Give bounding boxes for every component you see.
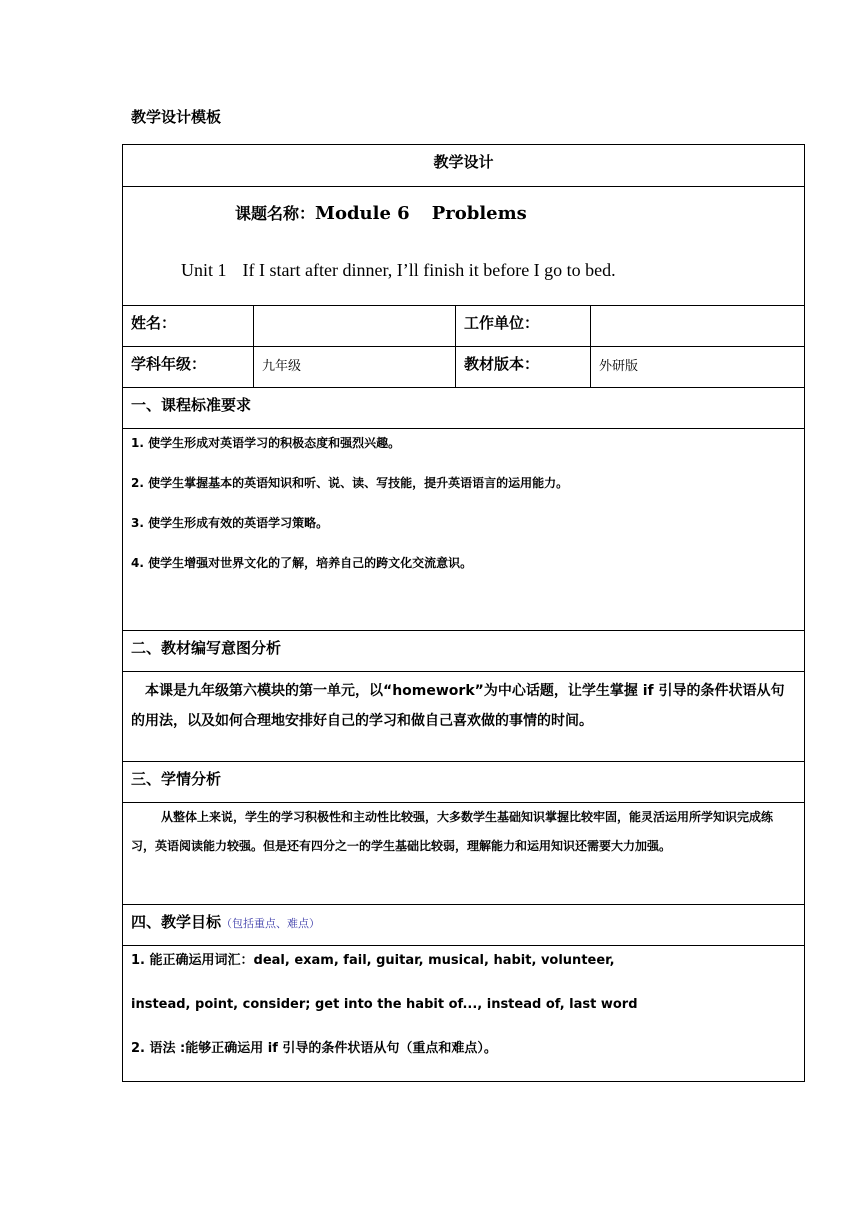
list-item: 1. 使学生形成对英语学习的积极态度和强烈兴趣。 (131, 436, 401, 450)
unit-number: Unit 1 (181, 260, 227, 280)
unit-title: If I start after dinner, I’ll finish it before I go to bed. (242, 260, 616, 280)
list-item: 4. 使学生增强对世界文化的了解，培养自己的跨文化交流意识。 (131, 556, 473, 570)
document-heading: 教学设计模板 (131, 108, 222, 126)
standards-heading: 一、课程标准要求 (123, 388, 805, 429)
lesson-design-table (122, 144, 805, 1082)
name-label: 姓名： (123, 306, 254, 347)
standards-list (123, 429, 805, 631)
work-unit-label: 工作单位： (456, 306, 591, 347)
edition-label: 教材版本： (456, 347, 591, 388)
course-name-label: 课题名称： (235, 204, 316, 223)
name-value (254, 306, 456, 347)
intent-text: 本课是九年级第六模块的第一单元，以“homework”为中心话题，让学生掌握 if 引导的条件状语从句的用法，以及如何合理地安排好自己的学习和做自己喜欢做的事情的时间。 (131, 683, 785, 729)
goal-1-line-2: instead, point, consider; get into the habit of..., instead of, last word (131, 997, 638, 1012)
analysis-text: 从整体上来说，学生的学习积极性和主动性比较强，大多数学生基础知识掌握比较牢固，能灵活运用所学知识完成练习，英语阅读能力较强。但是还有四分之一的学生基础比较弱，理解能力和运用知识还需要大力加强。 (131, 810, 774, 853)
grade-value: 九年级 (254, 347, 456, 388)
course-name (235, 201, 804, 224)
goals-note: （包括重点、难点） (221, 917, 321, 930)
goals-heading: 四、教学目标 (131, 913, 222, 931)
goal-2: 2. 语法 :能够正确运用 if 引导的条件状语从句（重点和难点）。 (131, 1041, 497, 1056)
goals-heading-cell (123, 905, 805, 946)
analysis-heading: 三、学情分析 (123, 762, 805, 803)
module-number: Module 6 (315, 203, 410, 224)
work-unit-value (591, 306, 805, 347)
grade-label: 学科年级： (123, 347, 254, 388)
intent-cell (123, 672, 805, 762)
edition-value: 外研版 (591, 347, 805, 388)
intent-heading: 二、教材编写意图分析 (123, 631, 805, 672)
unit-line (181, 260, 804, 281)
list-item: 2. 使学生掌握基本的英语知识和听、说、读、写技能，提升英语语言的运用能力。 (131, 476, 569, 490)
goals-cell (123, 946, 805, 1082)
goal-1-line-1: 1. 能正确运用词汇：deal, exam, fail, guitar, musical, habit, volunteer, (131, 953, 615, 968)
course-title-cell (123, 187, 805, 306)
analysis-cell (123, 803, 805, 905)
module-name: Problems (431, 203, 527, 224)
list-item: 3. 使学生形成有效的英语学习策略。 (131, 516, 329, 530)
table-title: 教学设计 (123, 145, 805, 187)
